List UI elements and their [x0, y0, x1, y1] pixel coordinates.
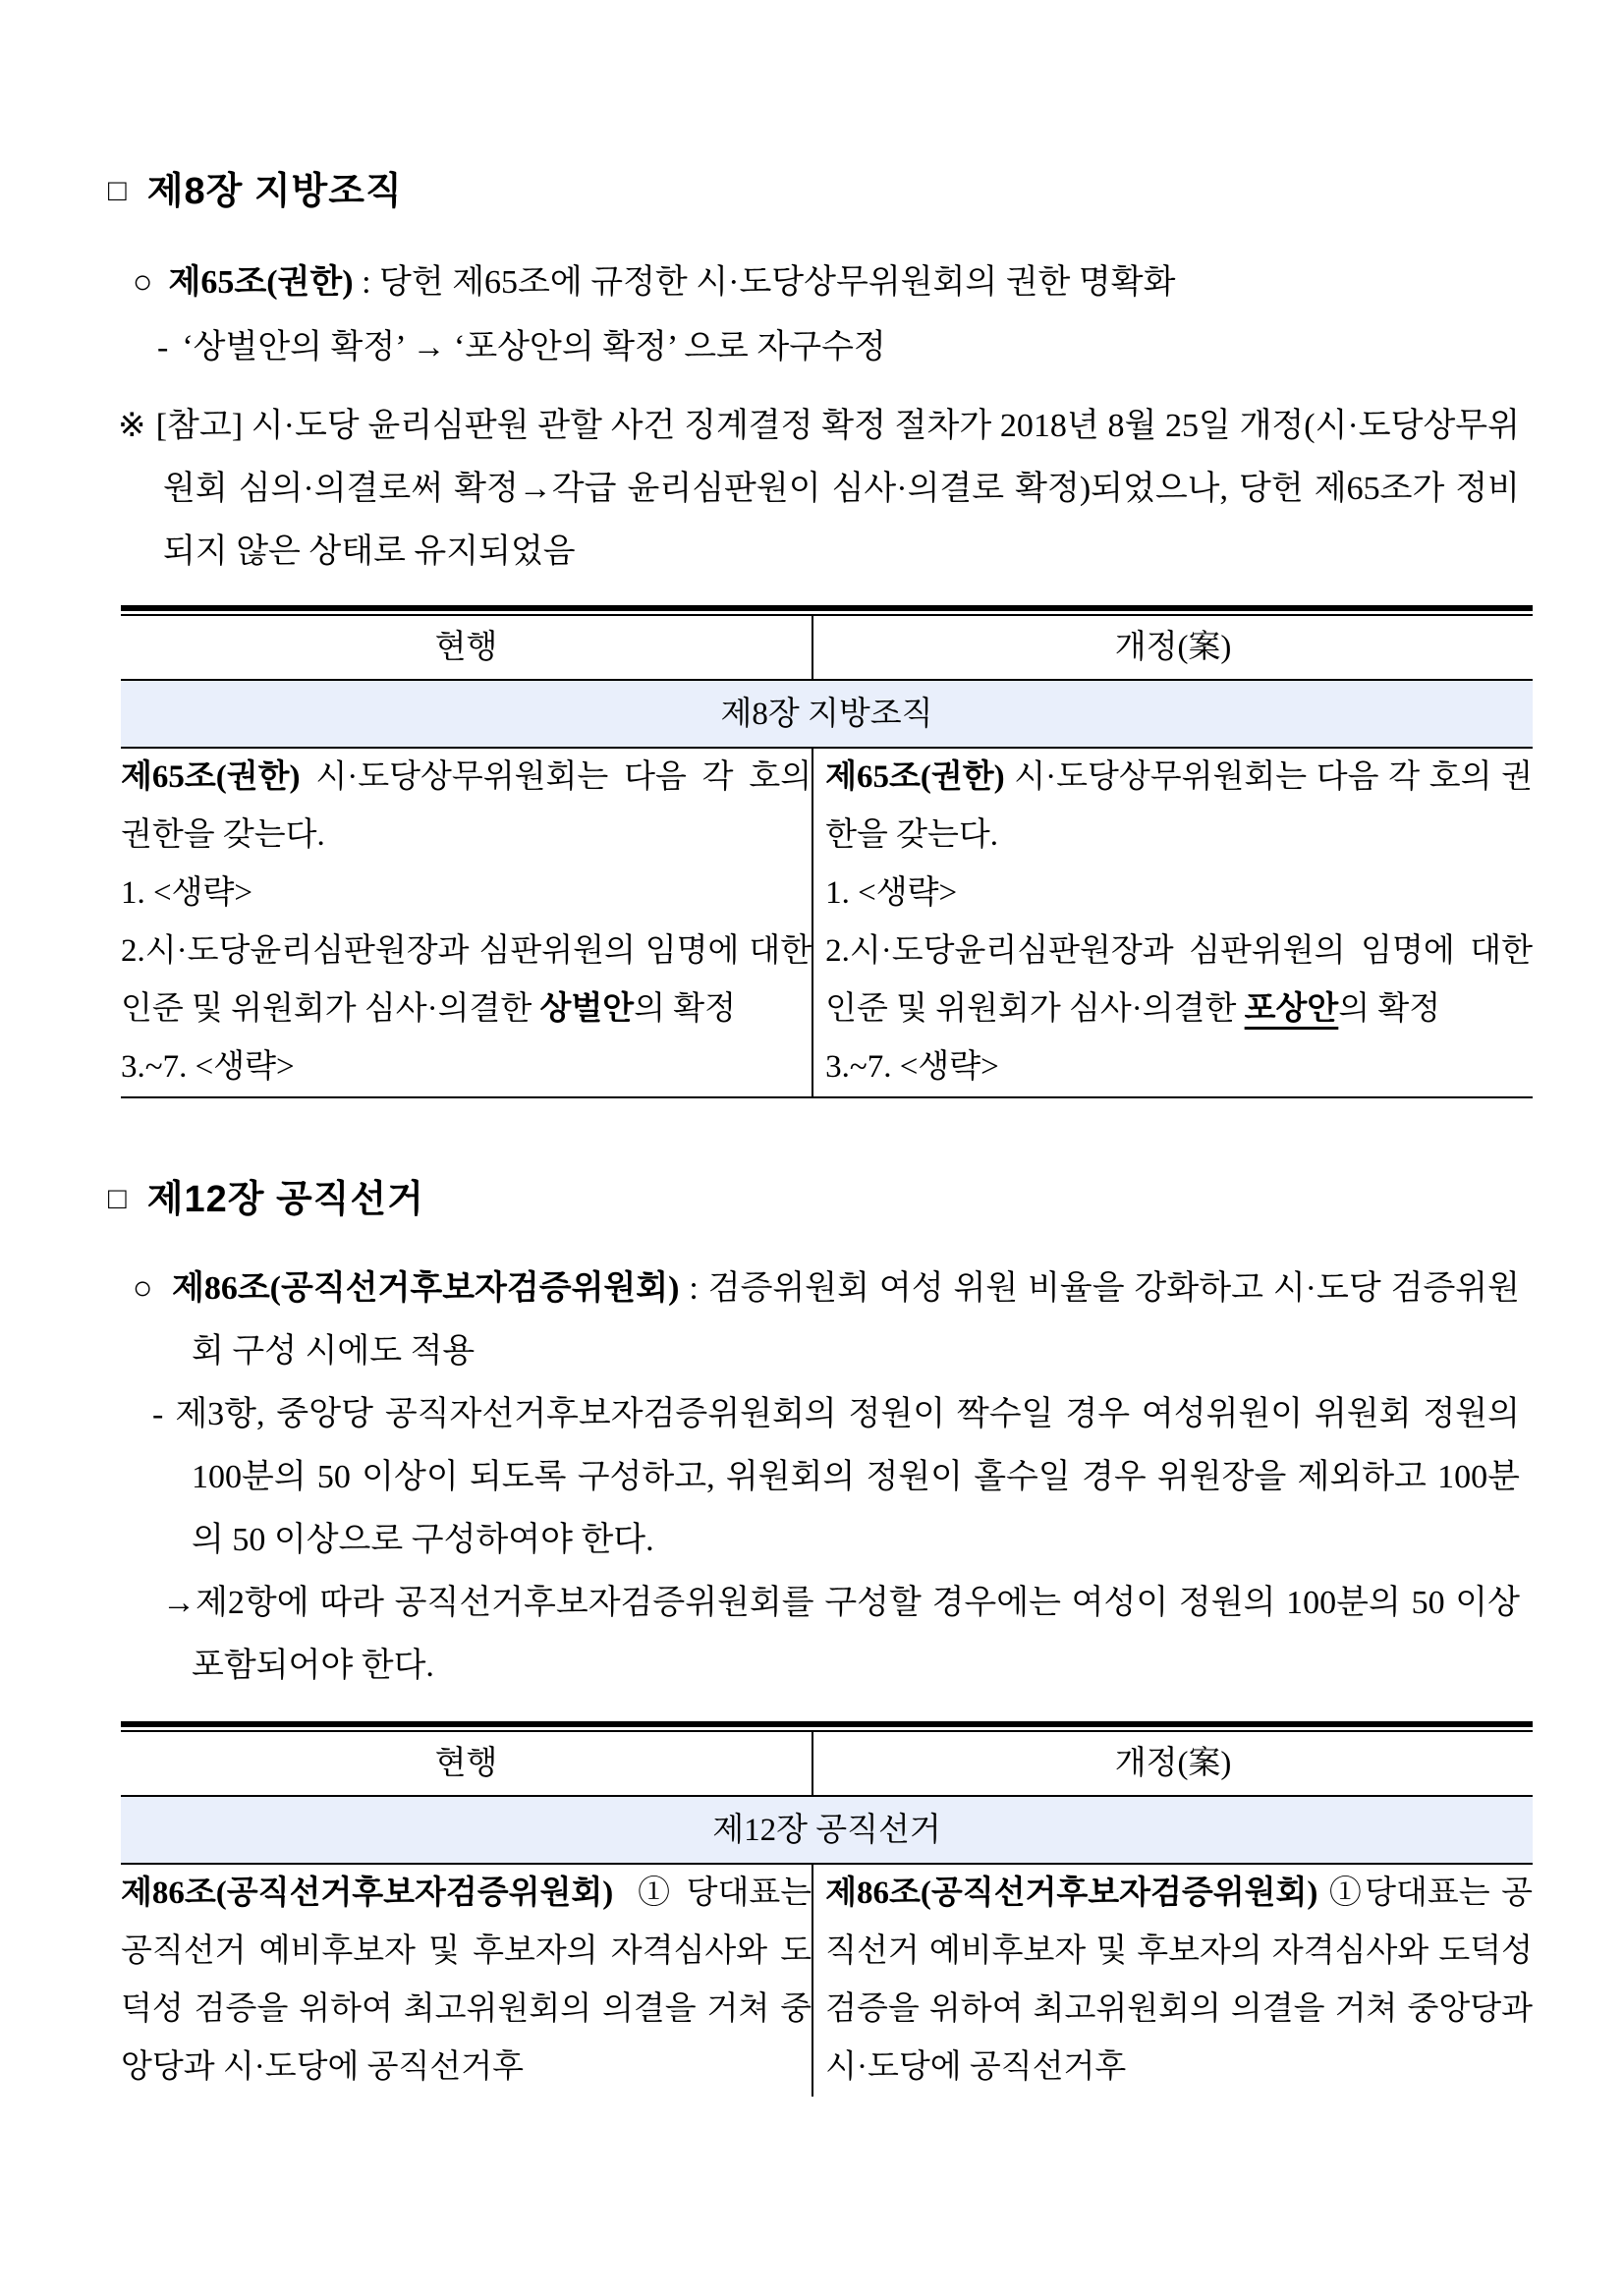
clause-65-change-text: ‘상벌안의 확정’ → ‘포상안의 확정’ 으로 자구수정 [182, 329, 886, 365]
clause-65-desc: : 당헌 제65조에 규정한 시·도당상무위원회의 권한 명확화 [353, 264, 1176, 301]
section-heading-ch12 [106, 1177, 1520, 1222]
t1-left-item3: 3.~7. <생략> [121, 1049, 295, 1085]
t2-left-lead-rest: ①당대표는 공직선거 예비후보자 및 후보자의 자격심사와 도덕성 검증을 위하여 최고위원회의 의결을 거쳐 중앙당과 시·도당에 공직선거후 [121, 1876, 812, 2085]
circle-bullet-icon: ○ [133, 264, 153, 301]
t1-left-lead [121, 749, 812, 865]
table2-revised-cell [812, 1864, 1533, 2097]
t1-left-item2 [121, 923, 812, 1038]
reference-note [118, 395, 1520, 584]
comparison-table-ch12 [121, 1721, 1533, 2097]
table1-chapter-row [121, 680, 1533, 748]
comparison-table-ch8 [121, 605, 1533, 1098]
clause-86-result-text: →제2항에 따라 공직선거후보자검증위원회를 구성할 경우에는 여성이 정원의 100분의 50 이상 포함되어야 한다. [162, 1585, 1520, 1684]
t1-right-item2-post: 의 확정 [1338, 991, 1441, 1027]
table2-chapter-label: 제12장 공직선거 [121, 1796, 1533, 1864]
square-bullet-icon: □ [108, 1180, 128, 1215]
clause-65-ref: 제65조(권한) [168, 264, 354, 301]
table1-revised-cell [812, 748, 1533, 1097]
table2-header-current: 현행 [121, 1731, 812, 1796]
clause-86-result-line [162, 1572, 1520, 1698]
t2-left-lead-title: 제86조(공직선거후보자검증위원회) [121, 1876, 614, 1911]
square-bullet-icon: □ [108, 172, 128, 207]
table1-header-current: 현행 [121, 615, 812, 680]
table2-header-revised: 개정(案) [812, 1731, 1533, 1796]
clause-86-ref: 제86조(공직선거후보자검증위원회) [171, 1270, 680, 1307]
table2-chapter-row [121, 1796, 1533, 1864]
table2-current-cell [121, 1864, 812, 2097]
section-heading-ch12-text: 제12장 공직선거 [146, 1179, 424, 1220]
reference-mark-icon: ※ [118, 408, 146, 444]
t2-right-lead [825, 1865, 1533, 2097]
t1-right-lead-rest: 시·도당상무위원회는 다음 각 호의 권한을 갖는다. [825, 759, 1533, 853]
clause-65-summary-line [133, 252, 1520, 314]
table1-header-row [121, 615, 1533, 680]
t1-left-item1: 1. <생략> [121, 875, 252, 911]
section-heading-ch8 [106, 169, 1520, 214]
t1-right-lead [825, 749, 1533, 865]
t1-right-item3: 3.~7. <생략> [825, 1049, 999, 1085]
t1-left-lead-title: 제65조(권한) [121, 759, 301, 795]
reference-note-text: [참고] 시·도당 윤리심판원 관할 사건 징계결정 확정 절차가 2018년 8월 25일 개정(시·도당상무위원회 심의·의결로써 확정→각급 윤리심판원이 심사·의결로 확정)되었으나, 당헌 제65조가 정비되지 않은 상태로 유지되었음 [155, 408, 1520, 570]
t2-right-lead-title: 제86조(공직선거후보자검증위원회) [825, 1876, 1318, 1911]
table2-body-row [121, 1864, 1533, 2097]
t1-right-item1: 1. <생략> [825, 875, 958, 911]
t1-left-lead-rest: 시·도당상무위원회는 다음 각 호의 권한을 갖는다. [121, 759, 812, 853]
t1-right-lead-title: 제65조(권한) [825, 759, 1005, 795]
t1-left-item2-mark: 상벌안 [539, 991, 635, 1027]
clause-86-summary-line [133, 1258, 1520, 1383]
table1-header-revised: 개정(案) [812, 615, 1533, 680]
clause-86-detail-line [152, 1383, 1520, 1572]
t1-right-item2-mark: 포상안 [1244, 991, 1339, 1027]
circle-bullet-icon: ○ [133, 1270, 154, 1307]
t2-left-lead [121, 1865, 812, 2097]
t1-left-item2-post: 의 확정 [634, 991, 737, 1027]
table2-header-row [121, 1731, 1533, 1796]
table1-body-row [121, 748, 1533, 1097]
t2-right-lead-rest: ①당대표는 공직선거 예비후보자 및 후보자의 자격심사와 도덕성 검증을 위하여 최고위원회의 의결을 거쳐 중앙당과 시·도당에 공직선거후 [825, 1876, 1533, 2085]
table1-current-cell [121, 748, 812, 1097]
section-heading-ch8-text: 제8장 지방조직 [146, 171, 403, 212]
t1-right-item2-pre: 2.시·도당윤리심판원장과 심판위원의 임명에 대한 인준 및 위원회가 심사·의결한 [825, 933, 1533, 1027]
dash-bullet-icon: - [152, 1396, 164, 1432]
t1-right-item2 [825, 923, 1533, 1038]
table1-chapter-label: 제8장 지방조직 [121, 680, 1533, 748]
dash-bullet-icon: - [157, 329, 169, 365]
clause-86-detail-text: 제3항, 중앙당 공직자선거후보자검증위원회의 정원이 짝수일 경우 여성위원이 위원회 정원의 100분의 50 이상이 되도록 구성하고, 위원회의 정원이 홀수일 경우 위원장을 제외하고 100분의 50 이상으로 구성하여야 한다. [175, 1396, 1520, 1558]
clause-86-desc: : 검증위원회 여성 위원 비율을 강화하고 시·도당 검증위원회 구성 시에도 적용 [192, 1270, 1520, 1370]
clause-65-change-line [157, 316, 1520, 379]
t1-left-item2-pre: 2.시·도당윤리심판원장과 심판위원의 임명에 대한 인준 및 위원회가 심사·의결한 [121, 933, 812, 1027]
